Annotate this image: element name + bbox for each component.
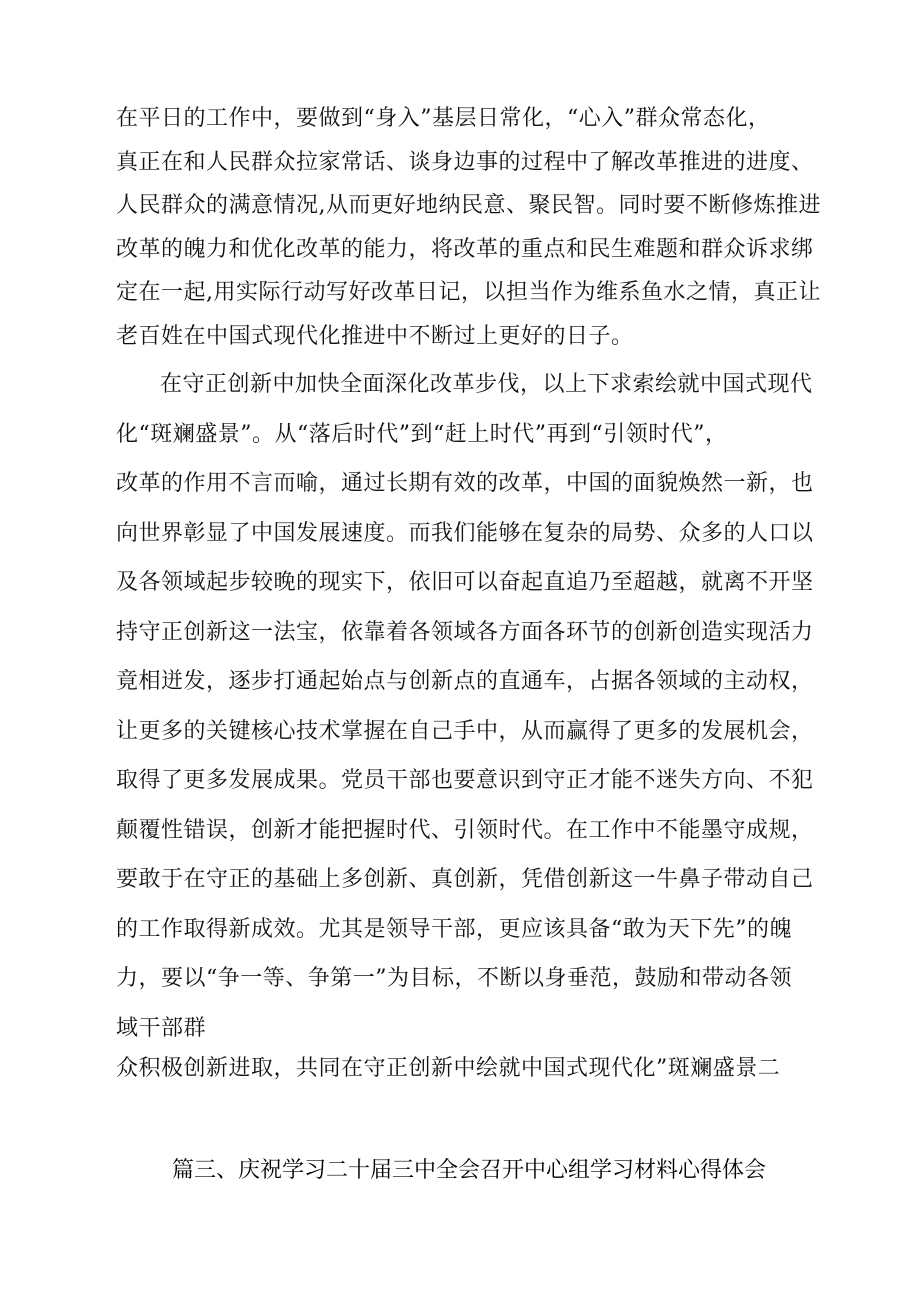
paragraph-line: 向世界彰显了中国发展速度。而我们能够在复杂的局势、众多的人口以 [116, 521, 814, 546]
paragraph-line: 力，要以“争一等、争第一”为目标，不断以身垂范，鼓励和带动各领 [116, 966, 792, 991]
paragraph-line: 让更多的关键核心技术掌握在自己手中，从而赢得了更多的发展机会， [116, 719, 814, 744]
paragraph-line: 及各领域起步较晚的现实下，依旧可以奋起直追乃至超越，就离不开坚 [116, 570, 814, 595]
paragraph-line: 要敢于在守正的基础上多创新、真创新，凭借创新这一牛鼻子带动自己 [116, 867, 814, 892]
paragraph-line: 取得了更多发展成果。党员干部也要意识到守正才能不迷失方向、不犯 [116, 768, 814, 793]
paragraph-line: 的工作取得新成效。尤其是领导干部，更应该具备“敢为天下先”的魄 [116, 917, 792, 942]
paragraph-line: 化“斑斓盛景”。从“落后时代”到“赶上时代”再到“引领时代”， [116, 422, 728, 447]
paragraph-line: 在守正创新中加快全面深化改革步伐，以上下求索绘就中国式现代 [160, 372, 813, 397]
paragraph-line: 改革的魄力和优化改革的能力，将改革的重点和民生难题和群众诉求绑 [116, 237, 814, 262]
paragraph-line: 竟相迸发，逐步打通起始点与创新点的直通车，占据各领域的主动权， [116, 669, 814, 694]
paragraph-line: 众积极创新进取，共同在守正创新中绘就中国式现代化”斑斓盛景二 [116, 1056, 781, 1081]
paragraph-line: 颠覆性错误，创新才能把握时代、引领时代。在工作中不能墨守成规， [116, 818, 814, 843]
paragraph-line: 老百姓在中国式现代化推进中不断过上更好的日子。 [116, 324, 634, 349]
section-heading: 篇三、庆祝学习二十届三中全会召开中心组学习材料心得体会 [172, 1158, 767, 1183]
paragraph-line: 持守正创新这一法宝，依靠着各领域各方面各环节的创新创造实现活力 [116, 620, 814, 645]
paragraph-line: 人民群众的满意情况,从而更好地纳民意、聚民智。同时要不断修炼推进 [116, 193, 821, 218]
paragraph-line: 域干部群 [116, 1016, 207, 1041]
paragraph-line: 在平日的工作中，要做到“身入”基层日常化，“心入”群众常态化， [116, 106, 771, 131]
paragraph-line: 改革的作用不言而喻，通过长期有效的改革，中国的面貌焕然一新，也 [116, 471, 814, 496]
paragraph-line: 真正在和人民群众拉家常话、谈身边事的过程中了解改革推进的进度、 [116, 150, 814, 175]
paragraph-line: 定在一起,用实际行动写好改革日记，以担当作为维系鱼水之情，真正让 [116, 280, 821, 305]
